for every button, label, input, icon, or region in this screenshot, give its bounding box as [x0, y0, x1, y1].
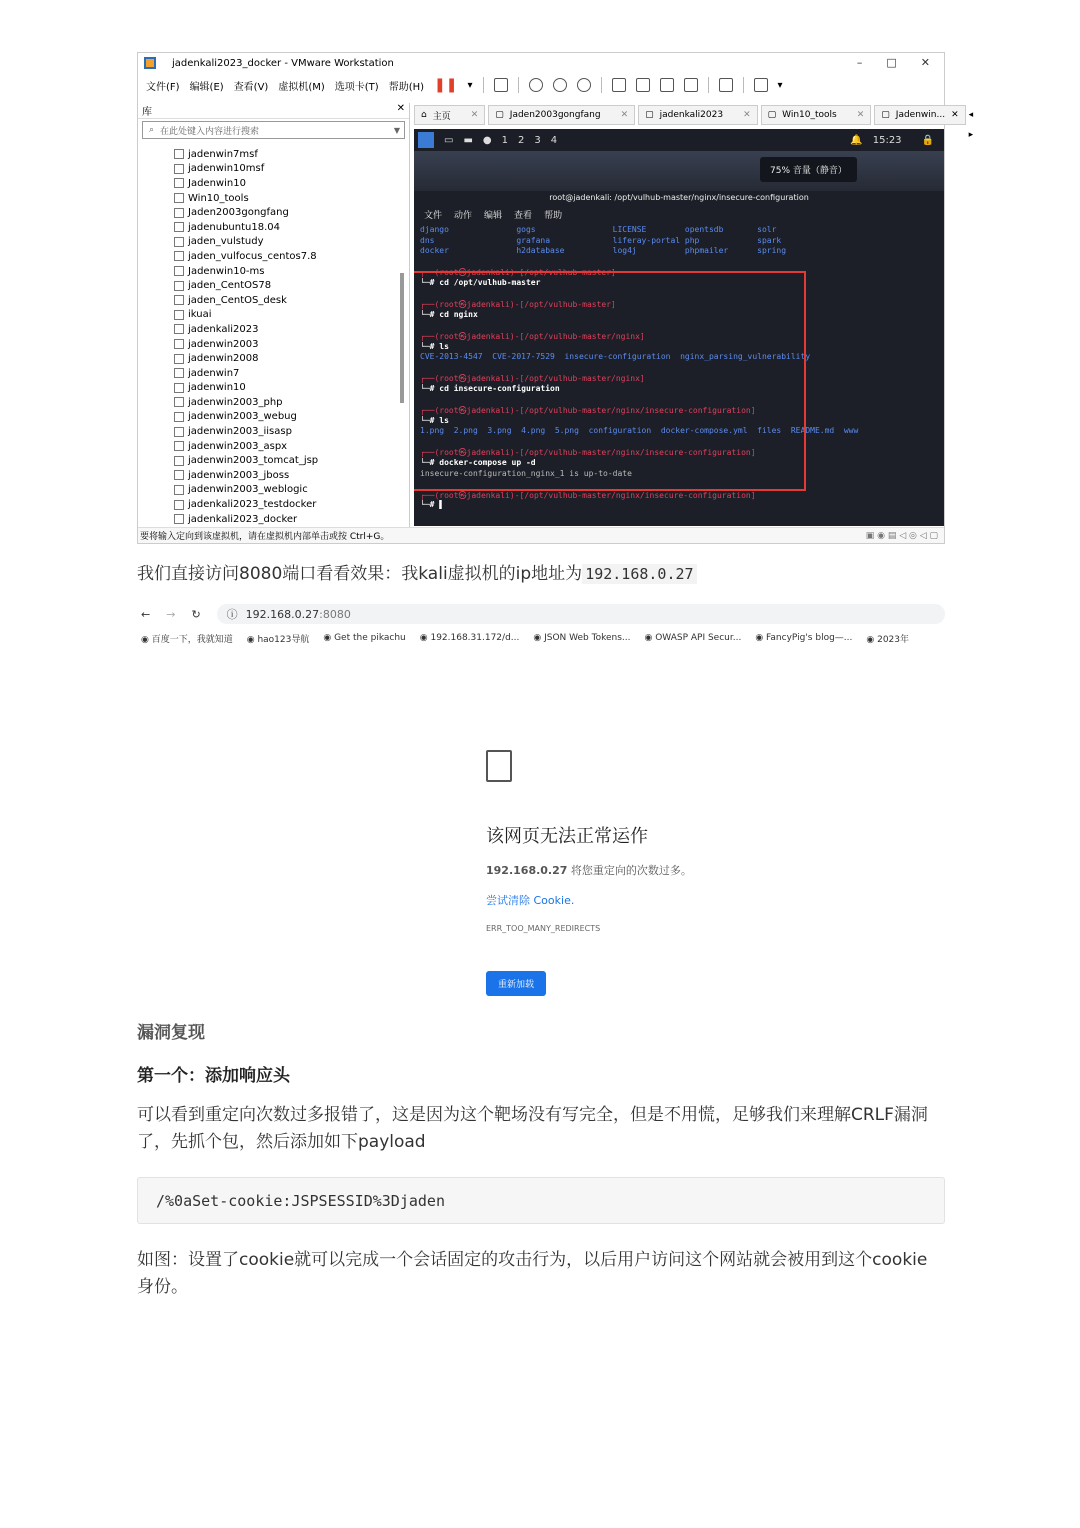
maximize-button[interactable]: □	[886, 56, 897, 69]
vm-icon	[174, 266, 184, 276]
terminal-line: insecure-configuration_nginx_1 is up-to-date	[420, 468, 632, 478]
menu-view[interactable]: 查看(V)	[233, 81, 269, 93]
bookmark-label: 2023年	[877, 634, 909, 645]
vm-list-item[interactable]	[174, 191, 399, 206]
bookmark-icon: ◉	[533, 633, 545, 643]
library-scrollbar[interactable]	[400, 273, 404, 403]
close-icon[interactable]: ✕	[743, 110, 751, 120]
search-icon: ⌕	[149, 125, 155, 135]
vm-icon	[174, 237, 184, 247]
toolbar-divider	[518, 77, 519, 93]
vm-icon	[174, 193, 184, 203]
close-icon[interactable]: ✕	[856, 110, 865, 120]
snapshot-manager-icon[interactable]	[577, 78, 591, 92]
vm-icon	[174, 281, 184, 291]
terminal-line: └─# ls	[420, 415, 449, 425]
vm-icon	[174, 412, 184, 422]
vm-list-item[interactable]	[174, 366, 399, 381]
vm-list-label: jadenwin2008	[188, 353, 259, 365]
tab-label: Jaden2003gongfang	[509, 110, 601, 120]
unity-icon[interactable]	[684, 78, 698, 92]
vm-icon	[174, 251, 184, 261]
vm-icon	[174, 441, 184, 451]
bookmark-icon: ◉	[644, 633, 656, 643]
tab-scroll-arrows[interactable]: ◂ ▸	[968, 110, 974, 140]
vm-list-item[interactable]	[174, 249, 399, 264]
close-icon[interactable]: ✕	[951, 110, 959, 120]
vm-icon	[174, 383, 184, 393]
address-bar[interactable]	[217, 604, 945, 624]
vm-icon	[174, 295, 184, 305]
chevron-down-icon[interactable]: ▼	[393, 125, 400, 135]
paragraph-explain: 可以看到重定向次数过多报错了，这是因为这个靶场没有写完全，但是不用慌，足够我们来理解CRLF漏洞了，先抓个包，然后添加如下payload	[137, 1105, 928, 1152]
terminal-title: root@jadenkali: /opt/vulhub-master/nginx/insecure-configuration	[549, 193, 809, 202]
workspace-3[interactable]: 3	[534, 134, 541, 146]
reload-button[interactable]: 重新加载	[486, 971, 546, 996]
clear-cookie-link[interactable]: 尝试清除 Cookie.	[486, 894, 575, 907]
bookmark-icon: ◉	[419, 633, 431, 643]
paragraph-text: 我们直接访问8080端口看看效果：我kali虚拟机的ip地址为	[137, 564, 583, 584]
toolbar-divider	[708, 77, 709, 93]
vm-list-item[interactable]	[174, 293, 399, 308]
library-title: 库	[142, 107, 152, 118]
vm-list-item[interactable]	[174, 322, 399, 337]
vm-list-label: jadenwin2003_jboss	[188, 469, 290, 481]
vm-icon	[174, 470, 184, 480]
vmware-logo-icon	[144, 57, 156, 69]
library-panel	[138, 103, 410, 528]
vm-icon	[174, 222, 184, 232]
tab-label: Win10_tools	[782, 110, 837, 120]
library-close-icon[interactable]: ✕	[396, 103, 405, 114]
vm-list-item[interactable]	[174, 410, 399, 425]
vm-icon	[174, 310, 184, 320]
bookmark-label: hao123导航	[257, 634, 310, 645]
terminal-menu	[414, 205, 944, 223]
vm-icon	[174, 485, 184, 495]
menu-file[interactable]: 文件(F)	[146, 81, 180, 93]
kali-menu-icon[interactable]	[418, 132, 434, 148]
bookmark-icon: ◉	[246, 634, 258, 645]
vmware-statusbar	[138, 527, 944, 543]
vm-icon	[174, 500, 184, 510]
browser-nav	[137, 604, 945, 624]
terminal-line: └─# cd /opt/vulhub-master	[420, 277, 541, 287]
vm-list-item[interactable]	[174, 512, 399, 527]
vm-list-item[interactable]	[174, 308, 399, 323]
bookmark-icon: ◉	[866, 634, 878, 645]
vm-list-item[interactable]	[174, 205, 399, 220]
console-view-icon[interactable]	[719, 78, 733, 92]
bookmark-item[interactable]	[141, 632, 233, 645]
bookmark-item[interactable]	[323, 633, 405, 643]
workspace-2[interactable]: 2	[518, 134, 525, 146]
paragraph-access	[137, 561, 697, 588]
terminal-line: dns grafana liferay-portal php spark	[420, 235, 782, 245]
vm-list-label: Jaden2003gongfang	[188, 207, 289, 219]
fullscreen-icon[interactable]	[660, 78, 674, 92]
vm-list-item[interactable]	[174, 351, 399, 366]
library-view-icon[interactable]	[612, 78, 626, 92]
terminal-line: django gogs LICENSE opentsdb solr	[420, 225, 777, 234]
thumbnail-view-icon[interactable]	[636, 78, 650, 92]
tab-jadenwin[interactable]	[874, 105, 965, 125]
error-message	[486, 862, 786, 878]
bookmark-label: OWASP API Secur...	[655, 633, 742, 643]
vm-list-label: jadenwin2003_tomcat_jsp	[188, 455, 319, 467]
vm-list	[174, 147, 399, 528]
error-message-text: 将您重定向的次数过多。	[567, 864, 692, 877]
bookmark-label: Get the pikachu	[334, 633, 406, 643]
bookmark-icon: ◉	[141, 634, 152, 645]
bookmark-item[interactable]	[866, 632, 909, 645]
toolbar-divider	[483, 77, 484, 93]
terminal-line: ┌──(root㉿jadenkali)-[/opt/vulhub-master/nginx/insecure-configuration]	[420, 406, 756, 416]
terminal-line: ┌──(root㉿jadenkali)-[/opt/vulhub-master/nginx/insecure-configuration]	[420, 490, 756, 500]
highlight-box	[414, 271, 806, 491]
minimize-button[interactable]: –	[856, 56, 863, 69]
vm-list-label: jadenkali2023_docker	[188, 513, 298, 525]
vm-icon	[174, 324, 184, 334]
vm-list-label: jadenwin2003_php	[188, 396, 283, 408]
workspace-1[interactable]: 1	[501, 134, 509, 146]
terminal-line: 1.png 2.png 3.png 4.png 5.png configuration docker-compose.yml files README.md www	[420, 426, 859, 436]
url-host: 192.168.0.27	[245, 607, 320, 621]
vm-list-item[interactable]	[174, 264, 399, 279]
vm-icon: ▢	[645, 110, 654, 120]
ip-code: 192.168.0.27	[582, 564, 696, 584]
vm-icon	[174, 354, 184, 364]
vm-list-label: jadenubuntu18.04	[188, 221, 280, 233]
vmware-menubar	[138, 73, 944, 97]
vm-list-label: jadenwin10	[188, 382, 246, 394]
vm-icon	[174, 397, 184, 407]
bookmark-item[interactable]	[533, 633, 630, 643]
vm-icon: ▢	[881, 110, 890, 120]
terminal-line: ┌──(root㉿jadenkali)-[/opt/vulhub-master/nginx]	[420, 374, 645, 384]
bookmark-item[interactable]	[755, 633, 852, 643]
terminal-line: docker h2database log4j phpmailer spring	[420, 246, 787, 256]
menu-vm[interactable]: 虚拟机(M)	[278, 81, 325, 93]
vm-list-item[interactable]	[174, 147, 399, 162]
library-search-input[interactable]	[142, 121, 405, 139]
vm-list-label: jaden_CentOS_desk	[188, 294, 287, 306]
tab-win10-tools[interactable]	[761, 105, 872, 125]
library-header	[138, 103, 409, 119]
bell-icon[interactable]: 🔔	[850, 134, 863, 146]
bookmark-icon: ◉	[323, 633, 335, 643]
snapshot-icon[interactable]	[529, 78, 543, 92]
vm-list-item[interactable]	[174, 162, 399, 177]
device-icons[interactable]: ▣ ◉ ▤ ◁ ◎ ◁ ▢	[865, 530, 938, 541]
vm-list-label: jaden_CentOS78	[188, 280, 272, 292]
bookmark-item[interactable]	[420, 633, 520, 643]
terminal-line: └─# cd nginx	[420, 309, 478, 319]
vm-list-label: jaden_vulfocus_centos7.8	[188, 250, 317, 262]
vm-icon	[174, 339, 184, 349]
vm-list-label: jadenwin7	[188, 367, 240, 379]
heading-first: 第一个：添加响应头	[137, 1066, 290, 1086]
vm-list-label: jadenwin2003_aspx	[188, 440, 288, 452]
error-host: 192.168.0.27	[486, 864, 568, 877]
heading-repro: 漏洞复现	[137, 1023, 205, 1043]
vm-list-item[interactable]	[174, 235, 399, 250]
vm-list-item[interactable]	[174, 424, 399, 439]
close-icon[interactable]: ✕	[470, 110, 479, 120]
terminal-line: ┌──(root㉿jadenkali)-[/opt/vulhub-master/nginx]	[420, 331, 645, 341]
terminal-line: ┌──(root㉿jadenkali)-[/opt/vulhub-master]	[420, 268, 616, 278]
workspace-4[interactable]: 4	[550, 134, 558, 146]
terminal-line: └─# cd insecure-configuration	[420, 383, 560, 393]
vm-icon	[174, 514, 184, 524]
terminal-line: ┌──(root㉿jadenkali)-[/opt/vulhub-master]	[420, 300, 616, 310]
vmware-titlebar	[138, 53, 944, 73]
terminal-line: └─# docker-compose up -d	[420, 458, 536, 468]
error-title: 该网页无法正常运作	[486, 826, 648, 847]
vm-list-item[interactable]	[174, 453, 399, 468]
terminal-line	[420, 257, 944, 268]
vm-list-item[interactable]	[174, 220, 399, 235]
vm-list-item[interactable]	[174, 468, 399, 483]
vm-list-item[interactable]	[174, 497, 399, 512]
chevron-down-icon[interactable]: ▾	[777, 79, 783, 91]
revert-snapshot-icon[interactable]	[553, 78, 567, 92]
vm-icon	[174, 427, 184, 437]
vm-list-label: jadenkali2023	[188, 323, 259, 335]
kali-desktop	[414, 151, 944, 191]
vm-icon	[174, 208, 184, 218]
vm-list-label: jadenwin2003_iisasp	[188, 426, 292, 438]
bookmark-label: FancyPig's blog—...	[766, 633, 853, 643]
vmware-title: jadenkali2023_docker - VMware Workstation	[172, 57, 394, 69]
vm-icon	[174, 149, 184, 159]
vm-icon	[174, 368, 184, 378]
tab-home[interactable]	[414, 105, 485, 125]
chevron-down-icon[interactable]: ▾	[467, 79, 473, 91]
status-text: 要将输入定向到该虚拟机，请在虚拟机内部单击或按 Ctrl+G。	[140, 532, 390, 542]
tab-jadenkali2023[interactable]	[638, 105, 758, 125]
vm-list-item[interactable]	[174, 278, 399, 293]
paragraph-result: 如图：设置了cookie就可以完成一个会话固定的攻击行为，以后用户访问这个网站就会被用到这个cookie身份。	[137, 1250, 928, 1297]
term-menu-view[interactable]: 查看	[514, 210, 533, 221]
close-icon[interactable]: ✕	[620, 110, 629, 120]
vm-list-label: Jadenwin10-ms	[188, 265, 265, 277]
payload-code-block: /%0aSet-cookie:JSPSESSID%3Djaden	[137, 1177, 945, 1224]
vm-list-label: Jadenwin10	[188, 177, 246, 189]
tab-label: Jadenwin...	[895, 110, 946, 120]
vm-list-label: jadenkali2023_testdocker	[188, 499, 317, 511]
bookmark-label: 百度一下，我就知道	[151, 634, 233, 645]
error-page	[486, 750, 786, 996]
terminal-line: └─# ▌	[420, 500, 445, 510]
kali-clock: 15:23	[872, 134, 902, 146]
url-port: :8080	[319, 607, 351, 621]
vm-icon: ▢	[767, 110, 777, 120]
menu-help[interactable]: 帮助(H)	[388, 81, 425, 93]
info-icon: ⓘ	[226, 608, 238, 621]
bookmark-item[interactable]	[247, 632, 310, 645]
vmware-window	[137, 52, 974, 544]
tab-label: 主页	[432, 111, 451, 122]
volume-notification: 75% 音量（静音）	[760, 157, 857, 182]
vm-icon	[174, 178, 184, 188]
bookmark-label: JSON Web Tokens...	[544, 633, 631, 643]
vm-list-label: jadenwin10msf	[188, 163, 265, 175]
vm-list-label: ikuai	[188, 309, 212, 321]
broken-page-icon	[486, 750, 512, 782]
menu-edit[interactable]: 编辑(E)	[189, 81, 224, 93]
reload-icon[interactable]: ↻	[191, 607, 201, 621]
terminal-line: ┌──(root㉿jadenkali)-[/opt/vulhub-master/nginx/insecure-configuration]	[420, 448, 756, 458]
close-button[interactable]: ✕	[920, 56, 930, 69]
send-keys-icon[interactable]	[494, 78, 508, 92]
folder-icon[interactable]: ▬	[463, 134, 473, 146]
terminal-window[interactable]	[414, 191, 944, 526]
toolbar-divider	[601, 77, 602, 93]
vm-list-label: jadenwin2003_webug	[188, 411, 297, 423]
vm-list-label: jaden_vulstudy	[188, 236, 264, 248]
vm-list-item[interactable]	[174, 337, 399, 352]
back-icon[interactable]: ←	[141, 607, 151, 621]
vm-icon	[174, 456, 184, 466]
vm-list-item[interactable]	[174, 381, 399, 396]
vm-list-item[interactable]	[174, 176, 399, 191]
vm-icon: ▢	[495, 110, 504, 120]
stretch-icon[interactable]	[754, 78, 768, 92]
term-menu-action[interactable]: 动作	[454, 210, 473, 221]
tab-jaden2003gongfang[interactable]	[488, 105, 635, 125]
vm-list-label: Win10_tools	[188, 192, 249, 204]
search-placeholder: 在此处键入内容进行搜索	[160, 126, 260, 137]
bookmark-label: 192.168.31.172/d...	[430, 633, 520, 643]
term-menu-help[interactable]: 帮助	[544, 210, 563, 221]
home-icon: ⌂	[421, 110, 427, 120]
terminal-line: CVE-2013-4547 CVE-2017-7529 insecure-configuration nginx_parsing_vulnerability	[420, 352, 811, 362]
kali-taskbar	[414, 129, 944, 151]
terminal-line: └─# ls	[420, 341, 449, 351]
vm-list-label: jadenwin2003_weblogic	[188, 484, 308, 496]
forward-icon[interactable]: →	[166, 607, 176, 621]
url-text	[246, 608, 351, 621]
tab-label: jadenkali2023	[659, 110, 724, 120]
menu-tabs[interactable]: 选项卡(T)	[334, 81, 379, 93]
browser-chrome	[137, 604, 945, 652]
term-menu-edit[interactable]: 编辑	[484, 210, 503, 221]
bookmark-item[interactable]	[645, 633, 742, 643]
pause-icon[interactable]: ❚❚	[434, 77, 458, 93]
firefox-icon[interactable]: ●	[482, 134, 492, 146]
error-code: ERR_TOO_MANY_REDIRECTS	[486, 924, 601, 933]
lock-icon[interactable]: 🔒	[921, 134, 934, 146]
vm-list-label: jadenwin7msf	[188, 148, 258, 160]
terminal-launcher-icon[interactable]: ▭	[444, 134, 454, 146]
vm-list-item[interactable]	[174, 439, 399, 454]
vm-console[interactable]	[414, 129, 944, 526]
vm-list-item[interactable]	[174, 483, 399, 498]
vm-list-item[interactable]	[174, 395, 399, 410]
vm-icon	[174, 164, 184, 174]
term-menu-file[interactable]: 文件	[424, 210, 443, 221]
vm-list-label: jadenwin2003	[188, 338, 259, 350]
toolbar-divider	[743, 77, 744, 93]
window-controls	[857, 56, 930, 69]
bookmark-icon: ◉	[755, 633, 767, 643]
bookmarks-bar	[137, 626, 945, 650]
